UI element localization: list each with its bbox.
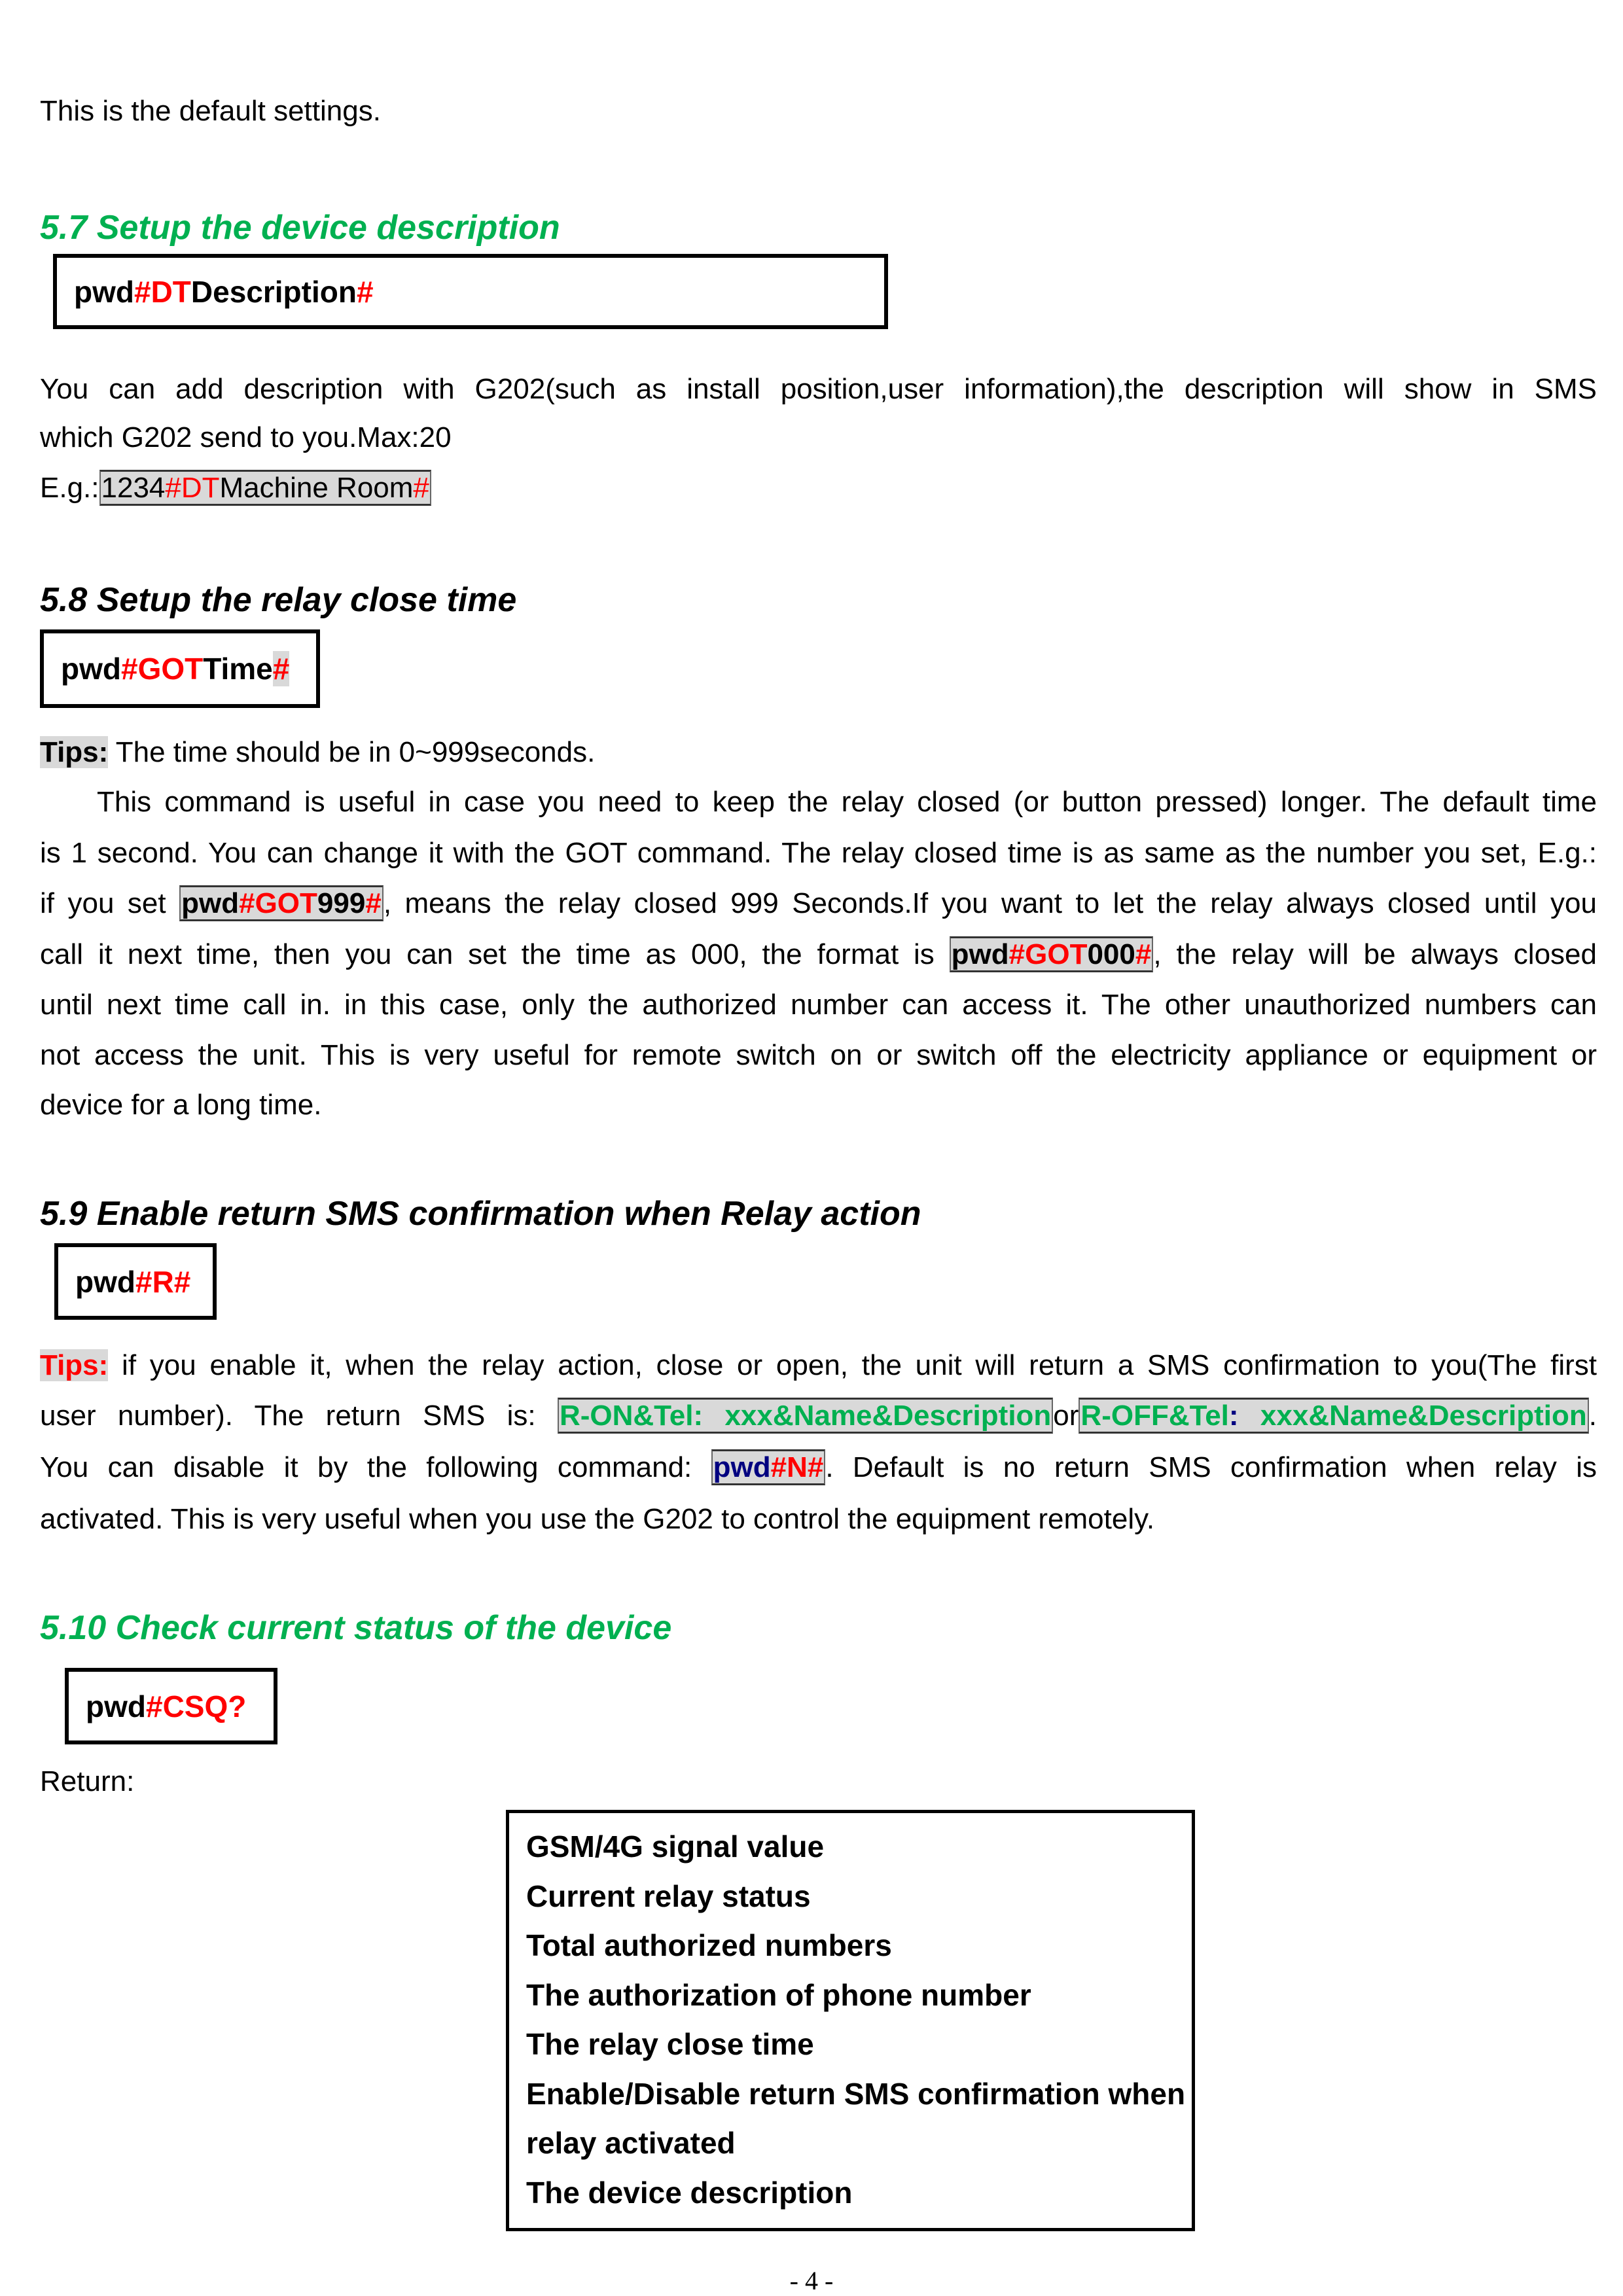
chip-part: #N# — [770, 1451, 824, 1483]
command-chip — [950, 936, 1154, 972]
cmd-part: #GOT — [120, 652, 204, 686]
paragraph-line — [40, 1390, 1597, 1441]
cmd-part: Description — [190, 274, 357, 309]
eg-part: #DT — [165, 472, 220, 504]
return-label: Return: — [40, 1765, 135, 1797]
paragraph-line: activated. This is very useful when you use the G202 to control the equipment remotely. — [40, 1503, 1155, 1535]
chip-part: # — [365, 887, 382, 919]
paragraph-line: This command is useful in case you need to keep the relay closed (or button pressed) longer. The default time — [97, 786, 1597, 818]
text: if you set — [40, 887, 180, 919]
return-item: The relay close time — [526, 2027, 814, 2061]
tips-label: Tips: — [40, 736, 109, 768]
cmd-part: Time — [203, 652, 273, 686]
command-chip — [179, 885, 383, 921]
tips-line — [40, 727, 1597, 778]
command-chip — [711, 1449, 826, 1485]
command-box-got — [40, 629, 320, 708]
paragraph-line — [40, 1442, 1597, 1493]
sms-off-chip — [1079, 1398, 1588, 1434]
return-item: Total authorized numbers — [526, 1928, 892, 1962]
sms-on-chip: R-ON&Tel: xxx&Name&Description — [558, 1398, 1053, 1434]
cmd-part: pwd — [74, 274, 134, 309]
cmd-part: # — [272, 652, 290, 686]
paragraph-line — [40, 929, 1597, 980]
text: . Default is no return SMS confirmation when relay is — [825, 1451, 1597, 1483]
intro-text: This is the default settings. — [40, 95, 381, 127]
paragraph-line: until next time call in. in this case, only the authorized number can access it. The other unauthorized numbers can — [40, 989, 1597, 1021]
return-item: GSM/4G signal value — [526, 1829, 825, 1863]
eg-part: 1234 — [101, 472, 166, 504]
paragraph-line: not access the unit. This is very useful for remote switch on or switch off the electricity appliance or equipment or — [40, 1039, 1597, 1071]
cmd-part: pwd — [61, 652, 121, 686]
tips-text: The time should be in 0~999seconds. — [108, 736, 596, 768]
cmd-part: pwd — [86, 1689, 146, 1723]
eg-part: # — [413, 472, 429, 504]
text: if you enable it, when the relay action, close or open, the unit will return a SMS confirmation to you(The first — [108, 1349, 1597, 1381]
command-box-csq — [65, 1668, 277, 1744]
chip-part: pwd — [713, 1451, 771, 1483]
return-list-box — [506, 1810, 1195, 2231]
return-item: relay activated — [526, 2126, 736, 2160]
text: or — [1053, 1400, 1079, 1432]
paragraph-line — [40, 878, 1597, 929]
example-chip — [99, 470, 431, 506]
chip-part: pwd — [951, 938, 1009, 970]
heading-5-10: 5.10 Check current status of the device — [40, 1609, 672, 1647]
chip-part: pwd — [181, 887, 240, 919]
chip-part: R-OFF&Tel — [1080, 1400, 1229, 1432]
chip-part: 000 — [1087, 938, 1135, 970]
chip-part: xxx&Name&Description — [1238, 1400, 1587, 1432]
heading-5-8: 5.8 Setup the relay close time — [40, 581, 517, 619]
text: user number). The return SMS is: — [40, 1400, 558, 1432]
cmd-part: # — [356, 274, 374, 309]
page-number: - 4 - — [789, 2266, 834, 2295]
return-item: Current relay status — [526, 1879, 811, 1913]
paragraph-line: You can add description with G202(such as install position,user information),the description will show in SMS — [40, 373, 1597, 405]
chip-part: #GOT — [1008, 938, 1088, 970]
text: , means the relay closed 999 Seconds.If you want to let the relay always closed until you — [383, 887, 1597, 919]
heading-5-7: 5.7 Setup the device description — [40, 209, 560, 247]
cmd-part: #R# — [135, 1264, 191, 1299]
text: . — [1588, 1400, 1597, 1432]
paragraph-line: which G202 send to you.Max:20 — [40, 421, 452, 453]
example-line — [40, 463, 1597, 514]
text: You can disable it by the following command: — [40, 1451, 711, 1483]
cmd-part: #CSQ? — [145, 1689, 247, 1723]
chip-part: # — [1135, 938, 1152, 970]
cmd-part: pwd — [75, 1264, 135, 1299]
text: , the relay will be always closed — [1153, 938, 1597, 970]
paragraph-line: is 1 second. You can change it with the GOT command. The relay closed time is as same as the number you set, E.g.: — [40, 837, 1597, 869]
paragraph-line: device for a long time. — [40, 1089, 322, 1121]
chip-part: : — [1228, 1400, 1239, 1432]
command-box-dt — [53, 254, 888, 329]
eg-label: E.g.: — [40, 472, 99, 504]
return-item: The device description — [526, 2175, 853, 2210]
return-item: The authorization of phone number — [526, 1977, 1031, 2012]
chip-part: 999 — [317, 887, 366, 919]
text: call it next time, then you can set the time as 000, the format is — [40, 938, 950, 970]
tips-line — [40, 1340, 1597, 1391]
command-box-r — [54, 1243, 217, 1320]
cmd-part: #DT — [134, 274, 191, 309]
heading-5-9: 5.9 Enable return SMS confirmation when Relay action — [40, 1195, 921, 1233]
eg-part: Machine Room — [219, 472, 414, 504]
return-item: Enable/Disable return SMS confirmation when — [526, 2076, 1186, 2111]
chip-part: #GOT — [239, 887, 317, 919]
tips-label: Tips: — [40, 1349, 109, 1381]
